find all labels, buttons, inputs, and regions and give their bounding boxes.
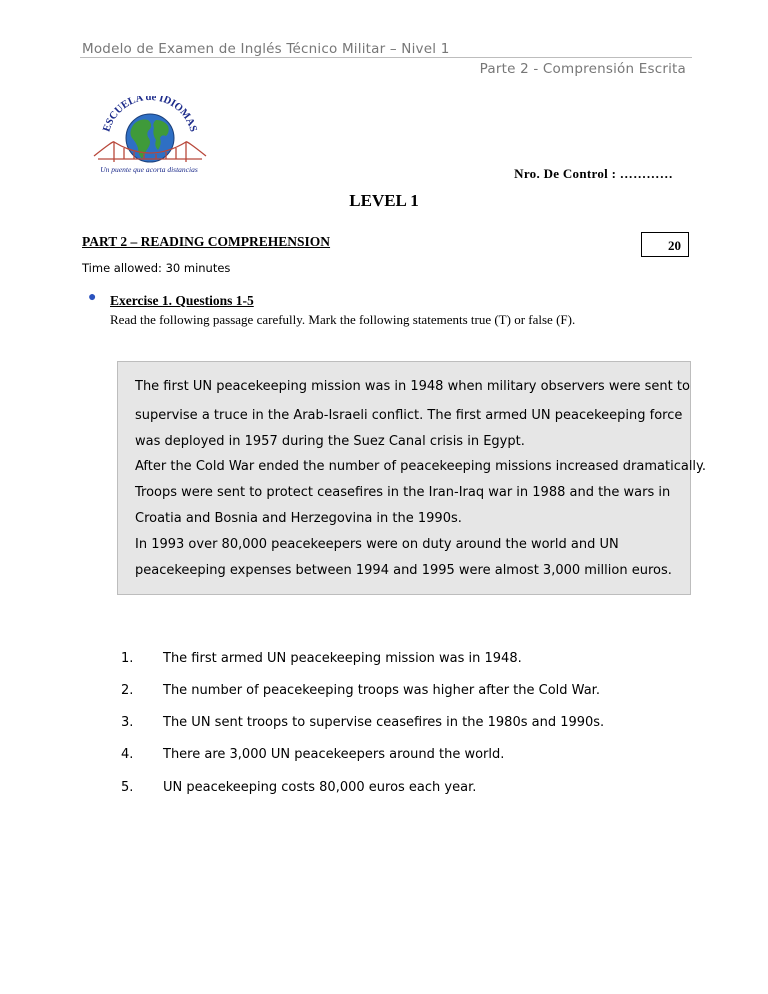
exercise-title: Exercise 1. Questions 1-5 xyxy=(110,293,254,308)
question-text: The UN sent troops to supervise ceasefires in the 1980s and 1990s. xyxy=(163,715,605,730)
passage-line: Troops were sent to protect ceasefires in the Iran-Iraq war in 1988 and the wars in xyxy=(135,485,671,500)
passage-line: After the Cold War ended the number of peacekeeping missions increased dramatically. xyxy=(135,459,707,474)
question-text: There are 3,000 UN peacekeepers around the world. xyxy=(163,747,505,762)
passage-line: In 1993 over 80,000 peacekeepers were on duty around the world and UN xyxy=(135,537,619,552)
part-title: PART 2 – READING COMPREHENSION xyxy=(82,234,331,249)
school-logo xyxy=(90,96,208,176)
header-right-title: Parte 2 - Comprensión Escrita xyxy=(479,61,686,77)
question-number: 1. xyxy=(121,651,134,666)
score-box: 20 xyxy=(641,232,689,257)
passage-line: The first UN peacekeeping mission was in 1948 when military observers were sent to xyxy=(135,379,690,394)
question-text: The first armed UN peacekeeping mission was in 1948. xyxy=(163,651,522,666)
logo-motto: Un puente que acorta distancias xyxy=(100,165,198,174)
passage-line: Croatia and Bosnia and Herzegovina in the 1990s. xyxy=(135,511,462,526)
control-number-field[interactable]: Nro. De Control : ………… xyxy=(514,166,673,181)
question-number: 3. xyxy=(121,715,134,730)
bullet-icon: ● xyxy=(88,290,97,305)
question-number: 5. xyxy=(121,780,134,795)
passage-line: peacekeeping expenses between 1994 and 1995 were almost 3,000 million euros. xyxy=(135,563,672,578)
passage-line: supervise a truce in the Arab-Israeli conflict. The first armed UN peacekeeping force xyxy=(135,408,683,423)
globe-bridge-logo-icon xyxy=(90,96,208,176)
question-text: The number of peacekeeping troops was higher after the Cold War. xyxy=(163,683,600,698)
header-left-title: Modelo de Examen de Inglés Técnico Militar – Nivel 1 xyxy=(82,41,450,57)
reading-passage xyxy=(117,361,707,595)
exercise-instructions: Read the following passage carefully. Mark the following statements true (T) or false (F). xyxy=(110,312,576,327)
question-number: 4. xyxy=(121,747,134,762)
time-allowed: Time allowed: 30 minutes xyxy=(82,261,231,275)
passage-line: was deployed in 1957 during the Suez Canal crisis in Egypt. xyxy=(135,434,525,449)
question-text: UN peacekeeping costs 80,000 euros each year. xyxy=(163,780,477,795)
logo-arc-text: ESCUELA de IDIOMAS xyxy=(101,96,199,134)
header-divider xyxy=(80,57,692,58)
level-title: LEVEL 1 xyxy=(349,191,419,210)
question-number: 2. xyxy=(121,683,134,698)
